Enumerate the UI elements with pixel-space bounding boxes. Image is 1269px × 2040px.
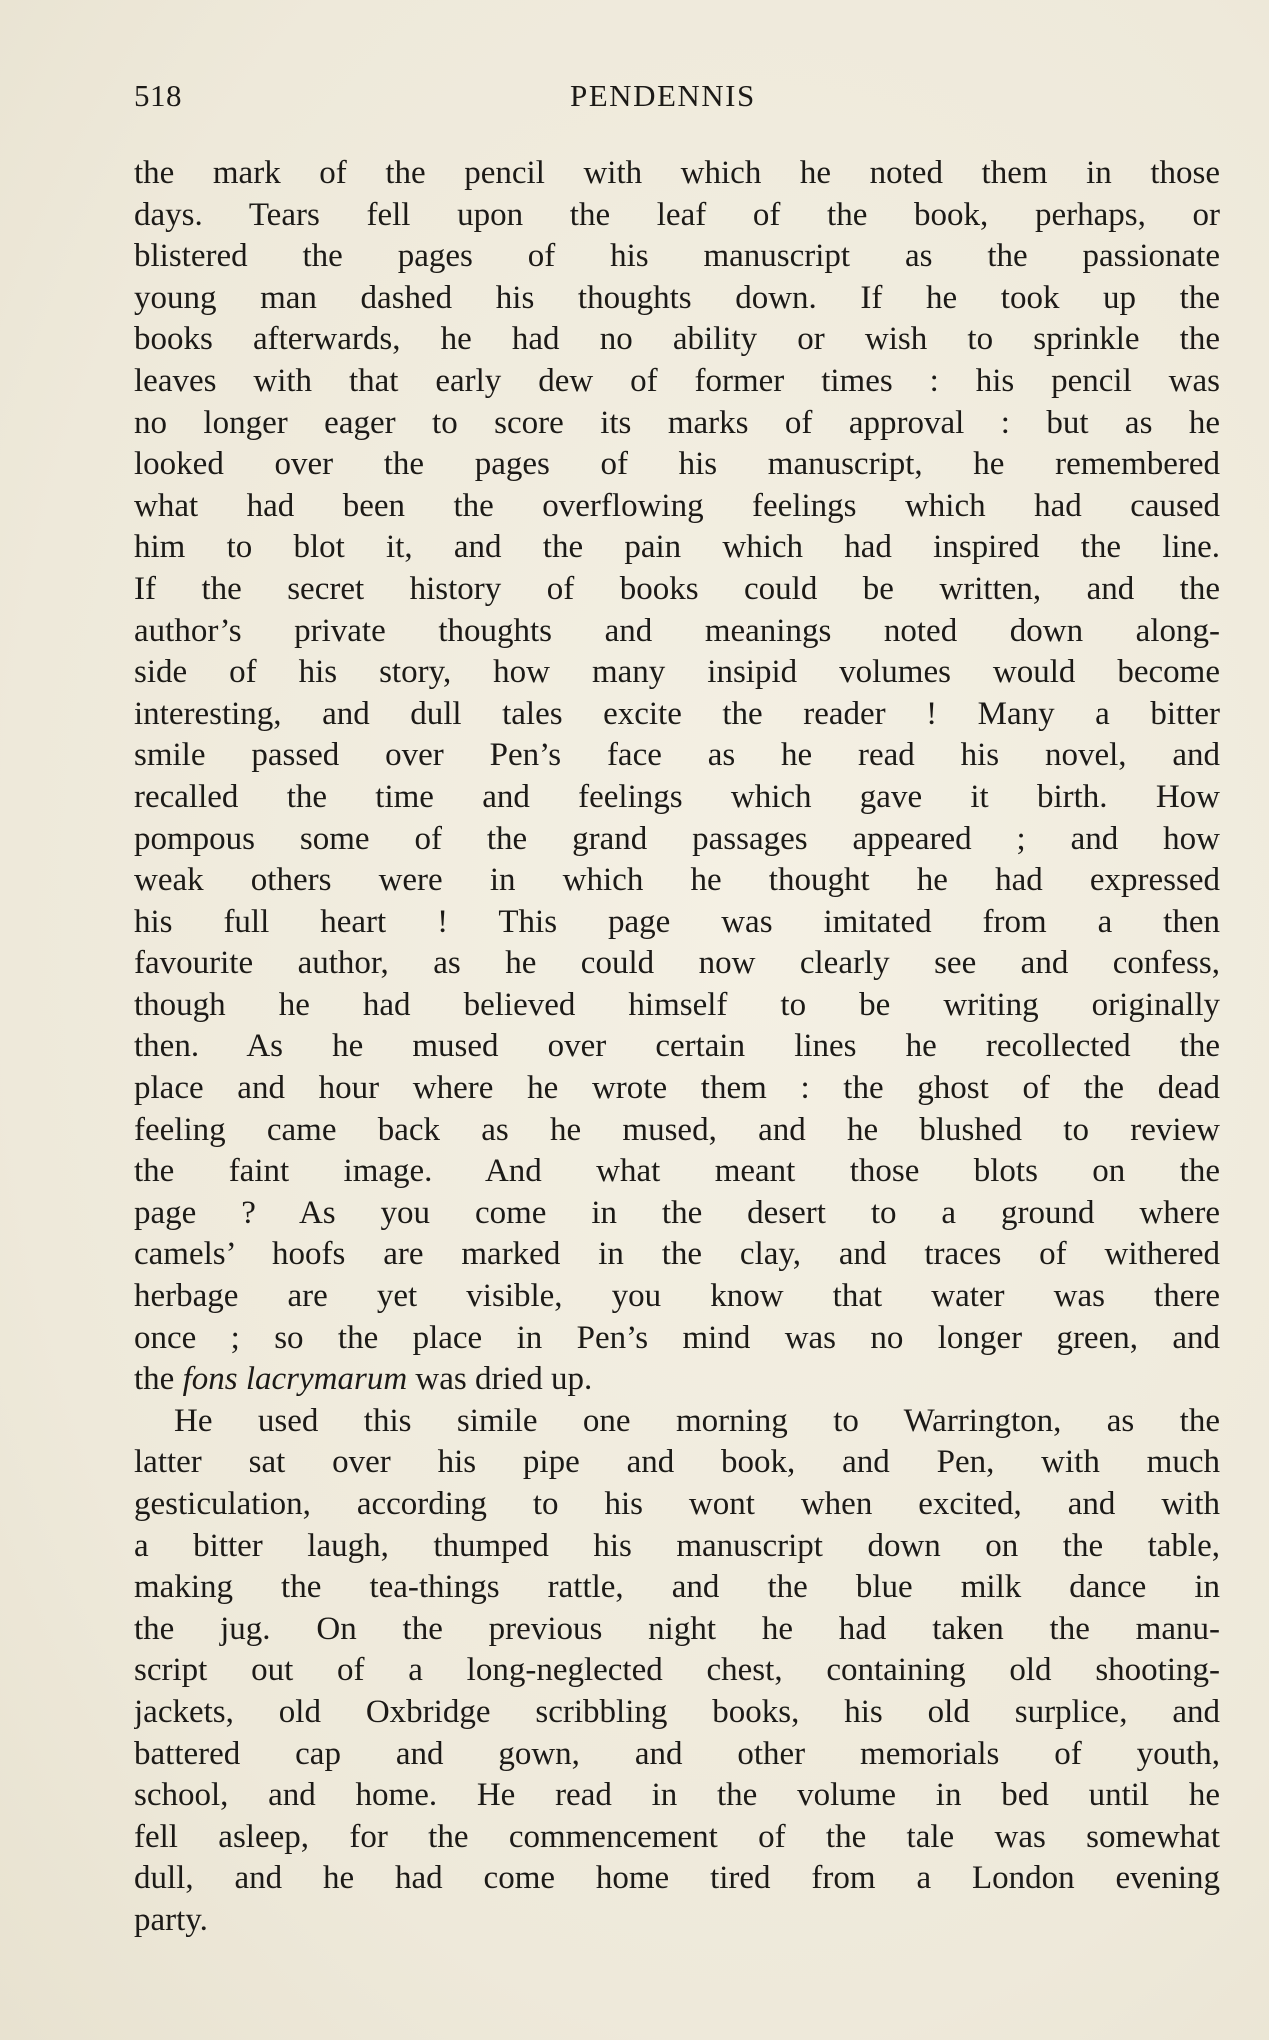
text-line: smile passed over Pen’s face as he read his novel, and [134, 737, 1220, 774]
text-line: recalled the time and feelings which gave it birth. How [134, 778, 1220, 815]
text-line: author’s private thoughts and meanings noted down along- [134, 612, 1220, 649]
paragraph [134, 153, 1220, 1401]
text-line: jackets, old Oxbridge scribbling books, his old surplice, and [134, 1693, 1220, 1730]
text-line: leaves with that early dew of former times : his pencil was [134, 362, 1220, 399]
text-line [134, 1359, 1220, 1401]
text-line: his full heart ! This page was imitated from a then [134, 903, 1220, 940]
text-line: the mark of the pencil with which he noted them in those [134, 155, 1220, 191]
text-line: He used this simile one morning to Warrington, as the [174, 1402, 1220, 1439]
text-line: fell asleep, for the commencement of the tale was somewhat [134, 1818, 1220, 1855]
text-line: a bitter laugh, thumped his manuscript down on the table, [134, 1527, 1220, 1564]
text-line: dull, and he had come home tired from a London evening [134, 1860, 1220, 1897]
text-line: page ? As you come in the desert to a ground where [134, 1194, 1220, 1231]
text-line: once ; so the place in Pen’s mind was no longer green, and [134, 1319, 1220, 1356]
text-line: school, and home. He read in the volume in bed until he [134, 1777, 1220, 1814]
text-line: place and hour where he wrote them : the ghost of the dead [134, 1070, 1220, 1107]
text-line: weak others were in which he thought he had expressed [134, 862, 1220, 899]
text-line: days. Tears fell upon the leaf of the book, perhaps, or [134, 196, 1220, 233]
text-line: gesticulation, according to his wont when excited, and with [134, 1486, 1220, 1522]
text-line: script out of a long-neglected chest, containing old shooting- [134, 1652, 1220, 1689]
text-line: interesting, and dull tales excite the reader ! Many a bitter [134, 695, 1220, 732]
book-title: PENDENNIS [570, 78, 756, 113]
running-head [134, 78, 1220, 118]
text-run: the [134, 1361, 183, 1398]
body-text [134, 153, 1220, 1942]
text-line: battered cap and gown, and other memorials of youth, [134, 1735, 1220, 1772]
text-line: If the secret history of books could be written, and the [134, 570, 1220, 607]
italic-phrase: fons lacrymarum [182, 1361, 408, 1398]
text-line: books afterwards, he had no ability or wish to sprinkle the [134, 321, 1220, 358]
text-line: latter sat over his pipe and book, and Pen, with much [134, 1444, 1220, 1481]
paragraph [134, 1401, 1220, 1942]
text-line: what had been the overflowing feelings which had caused [134, 487, 1220, 524]
text-line: then. As he mused over certain lines he recollected the [134, 1028, 1220, 1065]
text-line: though he had believed himself to be writing originally [134, 986, 1220, 1023]
text-line: camels’ hoofs are marked in the clay, and traces of withered [134, 1236, 1220, 1273]
text-line: herbage are yet visible, you know that water was there [134, 1278, 1220, 1315]
text-line: pompous some of the grand passages appeared ; and how [134, 820, 1220, 857]
text-line: no longer eager to score its marks of approval : but as he [134, 404, 1220, 441]
text-line: party. [134, 1901, 208, 1938]
text-line: blistered the pages of his manuscript as the passionate [134, 238, 1220, 275]
text-line: the jug. On the previous night he had taken the manu- [134, 1610, 1220, 1647]
text-line: looked over the pages of his manuscript, he remembered [134, 446, 1220, 483]
text-run: was dried up. [407, 1361, 593, 1398]
text-line: favourite author, as he could now clearly see and confess, [134, 945, 1220, 982]
page-number: 518 [134, 78, 182, 113]
text-line: the faint image. And what meant those blots on the [134, 1153, 1220, 1190]
text-line: young man dashed his thoughts down. If he took up the [134, 279, 1220, 316]
text-line: him to blot it, and the pain which had inspired the line. [134, 529, 1220, 566]
text-line: side of his story, how many insipid volumes would become [134, 654, 1220, 691]
text-line: making the tea-things rattle, and the blue milk dance in [134, 1569, 1220, 1606]
text-line: feeling came back as he mused, and he blushed to review [134, 1111, 1220, 1148]
